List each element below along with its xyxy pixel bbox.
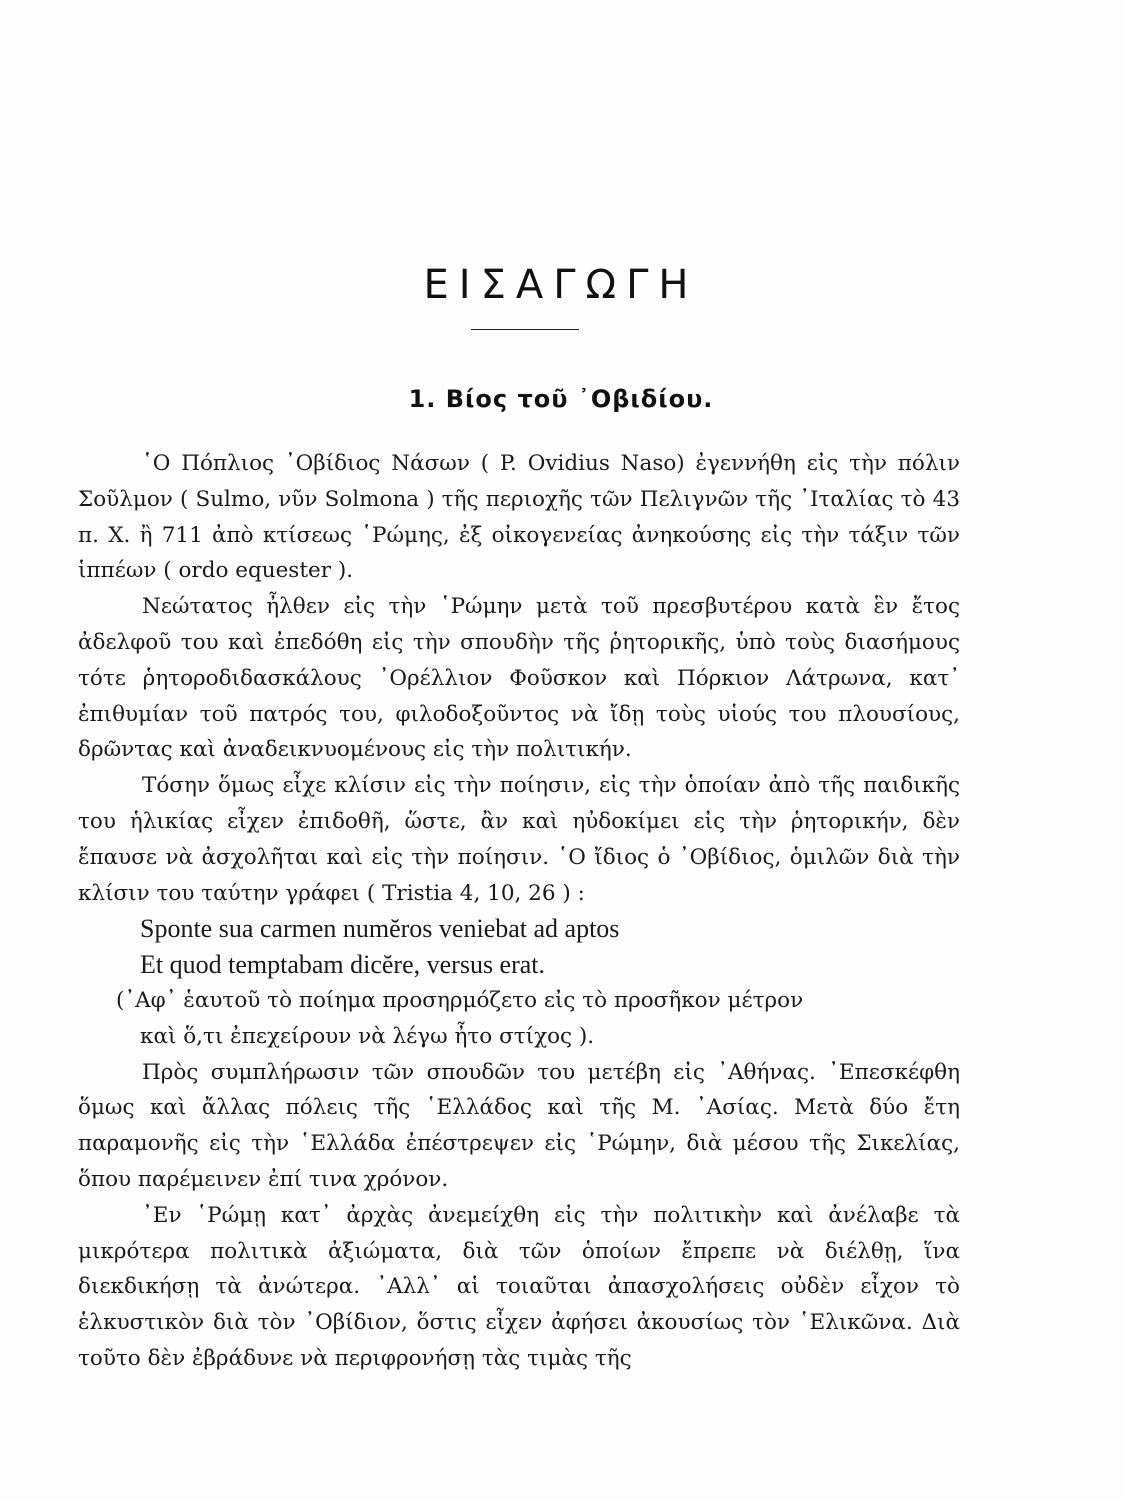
latin-verse-line: Et quod temptabam dicĕre, versus erat. — [140, 950, 546, 980]
verse-translation-line: (᾿Αφ᾿ ἑαυτοῦ τὸ ποίημα προσηρμόζετο εἰς τὸ προσῆκον μέτρον — [116, 987, 804, 1013]
paragraph: Τόσην ὅμως εἶχε κλίσιν εἰς τὴν ποίησιν, εἰς τὴν ὁποίαν ἀπὸ τῆς παιδικῆς του ἡλικίας εἶχεν ἐπιδοθῆ, ὥστε, ἂν καὶ ηὐδοκίμει εἰς τὴν ῥητορικήν, δὲν ἔπαυσε νὰ ἀσχολῆται καὶ εἰς τὴν ποίησιν. ῾Ο ἴδιος ὁ ᾿Οβίδιος, ὁμιλῶν διὰ τὴν κλίσιν του ταύτην γράφει ( Tristia 4, 10, 26 ) : — [78, 773, 960, 906]
verse-translation-line: καὶ ὅ,τι ἐπεχείρουν νὰ λέγω ἦτο στίχος ). — [140, 1023, 595, 1049]
paragraph: ᾿Εν ῾Ρώμῃ κατ᾿ ἀρχὰς ἀνεμείχθη εἰς τὴν πολιτικὴν καὶ ἀνέλαβε τὰ μικρότερα πολιτικὰ ἀξιώματα, διὰ τῶν ὁποίων ἔπρεπε νὰ διέλθῃ, ἵνα διεκδικήσῃ τὰ ἀνώτερα. ᾿Αλλ᾿ αἱ τοιαῦται ἀπασχολήσεις οὐδὲν εἶχον τὸ ἑλκυστικὸν διὰ τὸν ᾿Οβίδιον, ὅστις εἶχεν ἀφήσει ἀκουσίως τὸν ῾Ελικῶνα. Διὰ τοῦτο δὲν ἐβράδυνε νὰ περιφρονήσῃ τὰς τιμὰς τῆς — [78, 1202, 960, 1371]
body-text — [78, 446, 960, 1377]
chapter-title: ΕΙΣΑΓΩΓΗ — [423, 262, 699, 308]
section-heading: 1. Βίος τοῦ ᾿Οβιδίου. — [408, 385, 714, 413]
paragraph: Πρὸς συμπλήρωσιν τῶν σπουδῶν του μετέβη εἰς ᾿Αθήνας. ᾿Επεσκέφθη ὅμως καὶ ἄλλας πόλεις τῆς ῾Ελλάδος καὶ τῆς Μ. ᾿Ασίας. Μετὰ δύο ἔτη παραμονῆς εἰς τὴν ῾Ελλάδα ἐπέστρεψεν εἰς ῾Ρώμην, διὰ μέσου τῆς Σικελίας, ὅπου παρέμεινεν ἐπί τινα χρόνον. — [78, 1059, 960, 1192]
title-divider — [471, 329, 579, 330]
verse-translation — [116, 983, 960, 1055]
paragraph: Νεώτατος ἦλθεν εἰς τὴν ῾Ρώμην μετὰ τοῦ πρεσβυτέρου κατὰ ἓν ἔτος ἀδελφοῦ του καὶ ἐπεδόθη εἰς τὴν σπουδὴν τῆς ῥητορικῆς, ὑπὸ τοὺς διασήμους τότε ῥητοροδιδασκάλους ᾿Ορέλλιον Φοῦσκον καὶ Πόρκιον Λάτρωνα, κατ᾿ ἐπιθυμίαν τοῦ πατρός του, φιλοδοξοῦντος νὰ ἴδῃ τοὺς υἱούς του πλουσίους, δρῶντας καὶ ἀναδεικνυομένους εἰς τὴν πολιτικήν. — [78, 594, 960, 763]
latin-verse-line: Sponte sua carmen numĕros veniebat ad aptos — [140, 914, 620, 944]
paragraph: ῾Ο Πόπλιος ᾿Οβίδιος Νάσων ( P. Ovidius Naso) ἐγεννήθη εἰς τὴν πόλιν Σοῦλμον ( Sulmo, νῦν Solmona ) τῆς περιοχῆς τῶν Πελιγνῶν τῆς ᾿Ιταλίας τὸ 43 π. Χ. ἢ 711 ἀπὸ κτίσεως ῾Ρώμης, ἐξ οἰκογενείας ἀνηκούσης εἰς τὴν τάξιν τῶν ἱππέων ( ordo equester ). — [78, 451, 960, 584]
